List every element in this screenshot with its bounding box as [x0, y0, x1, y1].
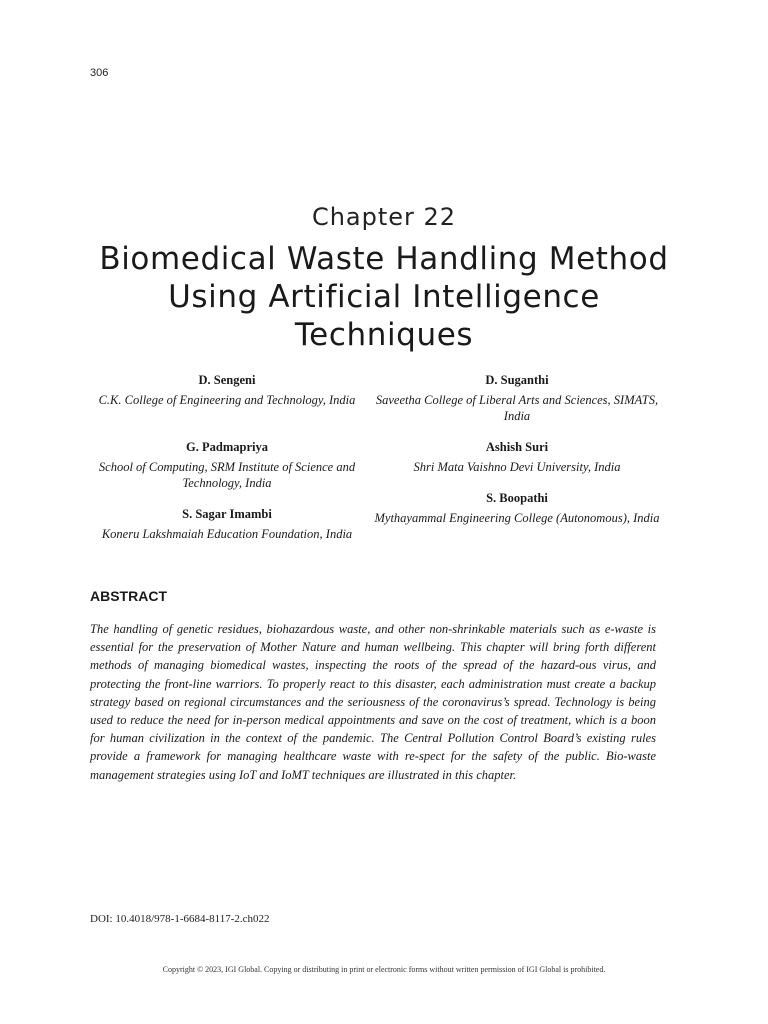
author-block: [77, 439, 377, 491]
abstract-heading: ABSTRACT: [90, 588, 167, 604]
author-affiliation: Saveetha College of Liberal Arts and Sciences, SIMATS, India: [375, 393, 659, 423]
chapter-title: Biomedical Waste Handling Method Using Artificial Intelligence Techniques: [99, 241, 669, 353]
author-name: S. Sagar Imambi: [182, 507, 272, 521]
author-name: D. Suganthi: [485, 373, 549, 387]
author-affiliation: School of Computing, SRM Institute of Science and Technology, India: [98, 460, 356, 490]
author-name: G. Padmapriya: [186, 440, 268, 454]
author-affiliation: Koneru Lakshmaiah Education Foundation, India: [101, 527, 353, 541]
page-number: 306: [90, 67, 109, 79]
author-name: Ashish Suri: [485, 440, 549, 454]
author-name: D. Sengeni: [198, 373, 256, 387]
author-block: [77, 372, 377, 408]
author-name: S. Boopathi: [486, 491, 548, 505]
author-block: [367, 372, 667, 424]
author-affiliation: Shri Mata Vaishno Devi University, India: [413, 460, 621, 474]
author-affiliation: C.K. College of Engineering and Technology, India: [98, 393, 356, 407]
doi: DOI: 10.4018/978-1-6684-8117-2.ch022: [90, 913, 270, 925]
chapter-label: Chapter 22: [311, 203, 457, 231]
author-block: [367, 490, 667, 526]
abstract-text: The handling of genetic residues, biohazardous waste, and other non-shrinkable materials such as e-waste is essential for the preservation of Mother Nature and human wellbeing. This chapter will bring forth different methods of managing biomedical wastes, inspecting the roots of the spread of the hazard-ous virus, and protecting the front-line warriors. To properly react to this disaster, each administration must create a backup strategy based on regional circumstances and the seriousness of the coronavirus’s spread. Technology is being used to reduce the need for in-person medical appointments and save on the cost of treatment, which is a boon for human civilization in the context of the pandemic. The Central Pollution Control Board’s existing rules provide a framework for managing healthcare waste with re-spect for the safety of the public. Bio-waste management strategies using IoT and IoMT techniques are illustrated in this chapter.: [90, 622, 656, 782]
author-block: [77, 506, 377, 542]
author-affiliation: Mythayammal Engineering College (Autonomous), India: [374, 511, 660, 525]
copyright-notice: Copyright © 2023, IGI Global. Copying or distributing in print or electronic forms without written permission of IGI Global is prohibited.: [162, 965, 606, 974]
author-block: [367, 439, 667, 475]
